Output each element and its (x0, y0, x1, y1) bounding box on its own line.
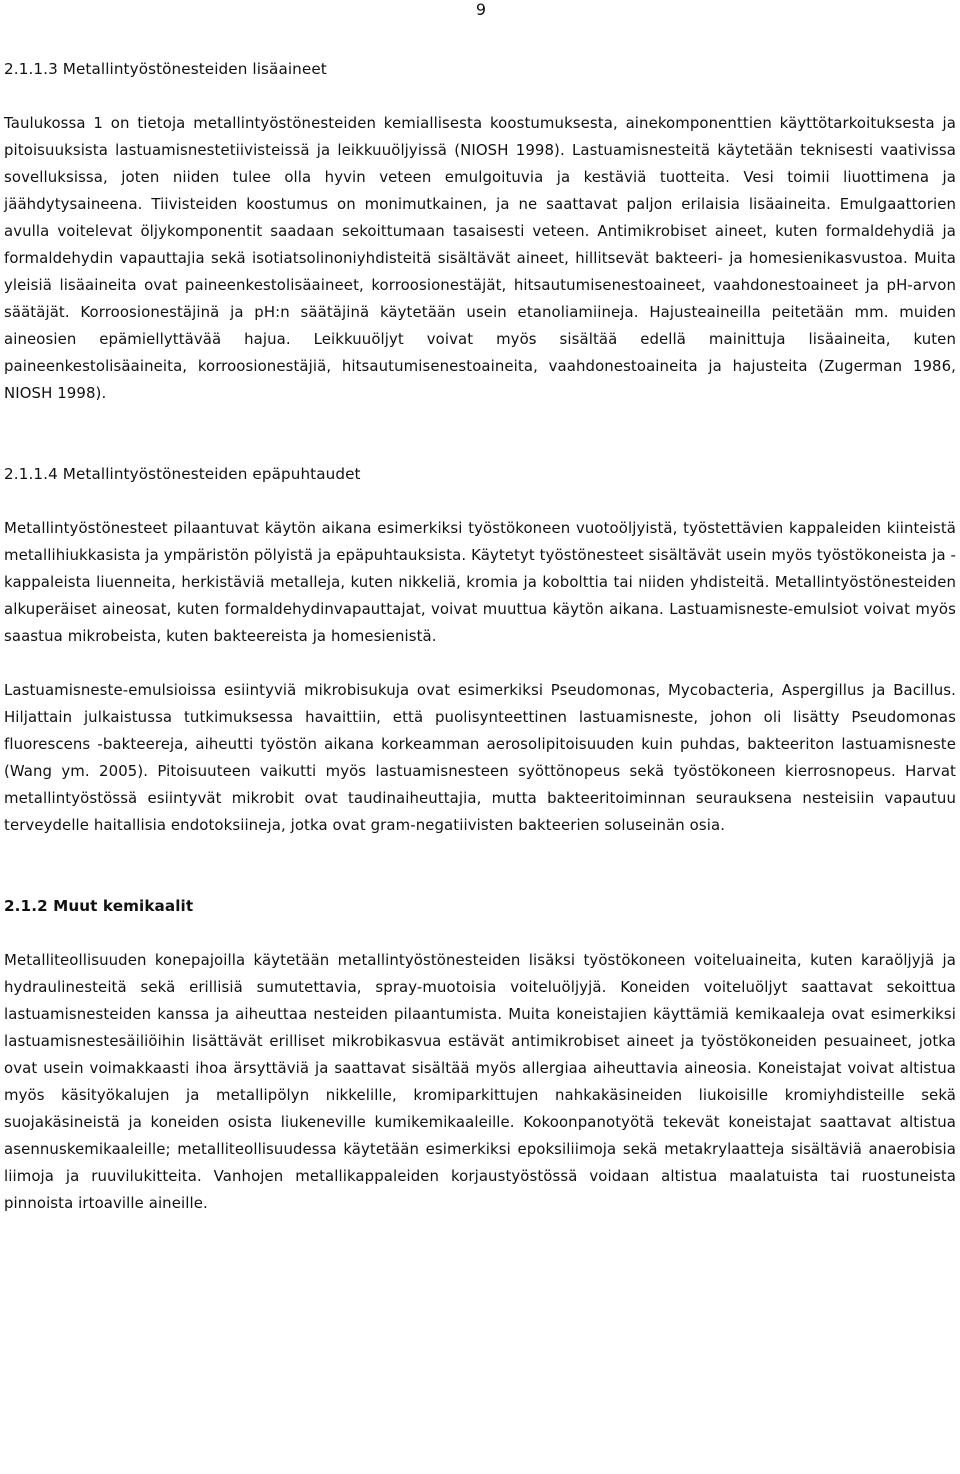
paragraph: Metalliteollisuuden konepajoilla käytetään metallintyöstönesteiden lisäksi työstökoneen voiteluaineita, kuten karaöljyjä ja hydraulinesteitä sekä erillisiä sumutettavia, spray-muotoisia voiteluöljyjä. Koneiden voiteluöljyt saattavat sekoittua lastuamisnesteiden kanssa ja aiheuttaa nesteiden pilaantumista. Muita koneistajien käyttämiä kemikaaleja ovat esimerkiksi lastuamisnestesäiliöihin lisättävät erilliset mikrobikasvua estävät antimikrobiset aineet ja työstökoneiden pesuaineet, jotka ovat usein voimakkaasti ihoa ärsyttäviä ja saattavat sisältää myös allergiaa aiheuttavia aineosia. Koneistajat voivat altistua myös käsityökalujen ja metallipölyn nikkelille, kromiparkittujen nahkakäsineiden liukoisille kromiyhdisteille sekä suojakäsineistä ja koneiden osista liukeneville kumikemikaaleille. Kokoonpanotyötä tekevät koneistajat saattavat altistua asennuskemikaaleille; metalliteollisuudessa käytetään esimerkiksi epoksiliimoja sekä metakrylaatteja sisältäviä anaerobisia liimoja ja ruuvilukitteita. Vanhojen metallikappaleiden korjaustyöstössä voidaan altistua maalatuista tai ruostuneista pinnoista irtoaville aineille. (4, 951, 956, 1212)
section-heading: 2.1.1.4 Metallintyöstönesteiden epäpuhtaudet (4, 465, 361, 483)
section-heading: 2.1.2 Muut kemikaalit (4, 897, 194, 915)
paragraph: Metallintyöstönesteet pilaantuvat käytön aikana esimerkiksi työstökoneen vuotoöljyistä, työstettävien kappaleiden kiinteistä metallihiukkasista ja ympäristön pölyistä ja epäpuhtauksista. Käytetyt työstönesteet sisältävät usein myös työstökoneista ja -kappaleista liuenneita, herkistäviä metalleja, kuten nikkeliä, kromia ja kobolttia tai niiden yhdisteitä. Metallintyöstönesteiden alkuperäiset aineosat, kuten formaldehydinvapauttajat, voivat muuttua käytön aikana. Lastuamisneste-emulsiot voivat myös saastua mikrobeista, kuten bakteereista ja homesienistä. (4, 519, 956, 645)
paragraph: Lastuamisneste-emulsioissa esiintyviä mikrobisukuja ovat esimerkiksi Pseudomonas, Mycobacteria, Aspergillus ja Bacillus. Hiljattain julkaistussa tutkimuksessa havaittiin, että puolisynteettinen lastuamisneste, johon oli lisätty Pseudomonas fluorescens -bakteereja, aiheutti työstön aikana korkeamman aerosolipitoisuuden kuin puhdas, bakteeriton lastuamisneste (Wang ym. 2005). Pitoisuuteen vaikutti myös lastuamisnesteen syöttönopeus sekä työstökoneen kierrosnopeus. Harvat metallintyöstössä esiintyvät mikrobit ovat taudinaiheuttajia, mutta bakteeritoiminnan seurauksena nesteisiin vapautuu terveydelle haitallisia endotoksiineja, jotka ovat gram-negatiivisten bakteerien soluseinän osia. (4, 681, 956, 834)
section-muut-kemikaalit (4, 893, 956, 1217)
document-body (4, 56, 956, 1217)
section-epapuhtaudet (4, 461, 956, 839)
section-heading: 2.1.1.3 Metallintyöstönesteiden lisäaineet (4, 60, 327, 78)
paragraph: Taulukossa 1 on tietoja metallintyöstönesteiden kemiallisesta koostumuksesta, ainekomponenttien käyttötarkoituksesta ja pitoisuuksista lastuamisnestetiivisteissä ja leikkuuöljyissä (NIOSH 1998). Lastuamisnesteitä käytetään teknisesti vaativissa sovelluksissa, joten niiden tulee olla hyvin veteen emulgoituvia ja kestäviä tuotteita. Vesi toimii liuottimena ja jäähdytysaineena. Tiivisteiden koostumus on monimutkainen, ja ne saattavat paljon erilaisia lisäaineita. Emulgaattorien avulla voitelevat öljykomponentit saadaan sekoittumaan tasaisesti veteen. Antimikrobiset aineet, kuten formaldehydiä ja formaldehydin vapauttajia sekä isotiatsolinoniyhdisteitä sisältävät aineet, hillitsevät bakteeri- ja homesienikasvustoa. Muita yleisiä lisäaineita ovat paineenkestolisäaineet, korroosionestäjät, hitsautumisenestoaineet, vaahdonestoaineet ja pH-arvon säätäjät. Korroosionestäjinä ja pH:n säätäjinä käytetään usein etanoliamiineja. Hajusteaineilla peitetään mm. muiden aineosien epämiellyttävää hajua. Leikkuuöljyt voivat myös sisältää edellä mainittuja lisäaineita, kuten paineenkestolisäaineita, korroosionestäjiä, hitsautumisenestoaineita, vaahdonestoaineita ja hajusteita (Zugerman 1986, NIOSH 1998). (4, 114, 956, 402)
section-lisaaineet (4, 56, 956, 407)
page-number: 9 (475, 0, 486, 19)
